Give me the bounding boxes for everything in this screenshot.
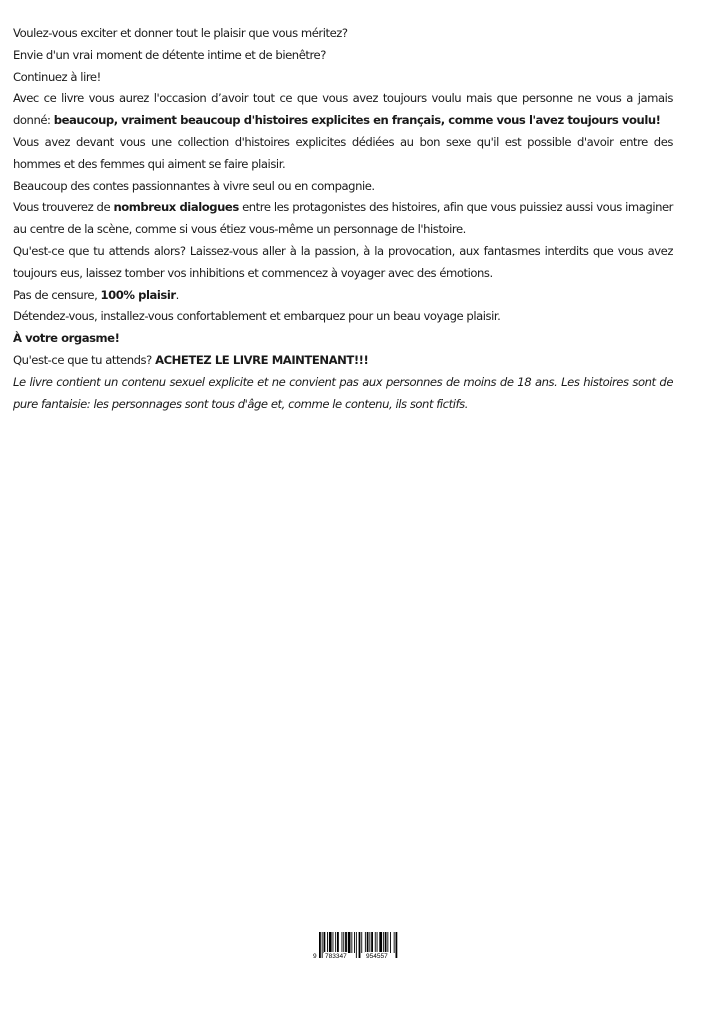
paragraph-text: Détendez-vous, installez-vous confortablement et embarquez pour un beau voyage plaisir. [13,309,501,324]
barcode-digit-first: 9 [313,953,317,960]
barcode-digits [313,952,405,962]
paragraph-text: Avec ce livre vous aurez l'occasion d’avoir tout ce que vous avez toujours voulu mais que personne ne vous a jamais donné: [13,91,673,128]
paragraph [13,306,673,328]
paragraph [13,132,673,176]
paragraph-text: Envie d'un vrai moment de détente intime et de bienêtre? [13,47,326,62]
book-description [13,23,673,415]
paragraph [13,372,673,416]
bold-text: ACHETEZ LE LIVRE MAINTENANT!!! [155,352,369,367]
paragraph-text: Pas de censure, [13,287,101,302]
bold-text: À votre orgasme! [13,331,120,346]
paragraph-text: . [175,287,179,302]
barcode-digits-right: 954557 [366,953,388,960]
paragraph [13,285,673,307]
paragraph-text: Qu'est-ce que tu attends alors? Laissez-vous aller à la passion, à la provocation, aux fantasmes interdits que vous avez toujours eus, laissez tomber vos inhibitions et commencez à voyager avec des émotions. [13,243,673,280]
paragraph [13,176,673,198]
paragraph-text: Continuez à lire! [13,69,101,84]
paragraph-text: Qu'est-ce que tu attends? [13,352,156,367]
paragraph [13,197,673,241]
paragraph [13,350,673,372]
italic-text: Le livre contient un contenu sexuel explicite et ne convient pas aux personnes de moins de 18 ans. Les histoires sont de pure fantaisie: les personnages sont tous d'âge et, comme le contenu, ils sont fictifs. [13,374,673,411]
paragraph [13,88,673,132]
barcode-digits-left: 783347 [325,953,347,960]
paragraph [13,241,673,285]
paragraph [13,45,673,67]
barcode-icon [313,932,405,962]
bold-text: 100% plaisir [100,287,176,302]
bold-text: nombreux dialogues [113,200,239,215]
bold-text: beaucoup, vraiment beaucoup d'histoires explicites en français, comme vous l'avez toujours voulu! [53,113,661,128]
paragraph-text: Voulez-vous exciter et donner tout le plaisir que vous méritez? [13,26,348,40]
paragraph-text: Beaucoup des contes passionnantes à vivre seul ou en compagnie. [13,178,375,193]
paragraph [13,23,673,45]
paragraph-text: entre les protagonistes des histoires, afin que vous puissiez aussi vous imaginer au centre de la scène, comme si vous étiez vous-même un personnage de l'histoire. [13,200,673,237]
paragraph-text: Vous trouverez de [13,200,114,215]
paragraph [13,328,673,350]
paragraph [13,67,673,89]
paragraph-text: Vous avez devant vous une collection d'histoires explicites dédiées au bon sexe qu'il est possible d'avoir entre des hommes et des femmes qui aiment se faire plaisir. [13,134,673,171]
